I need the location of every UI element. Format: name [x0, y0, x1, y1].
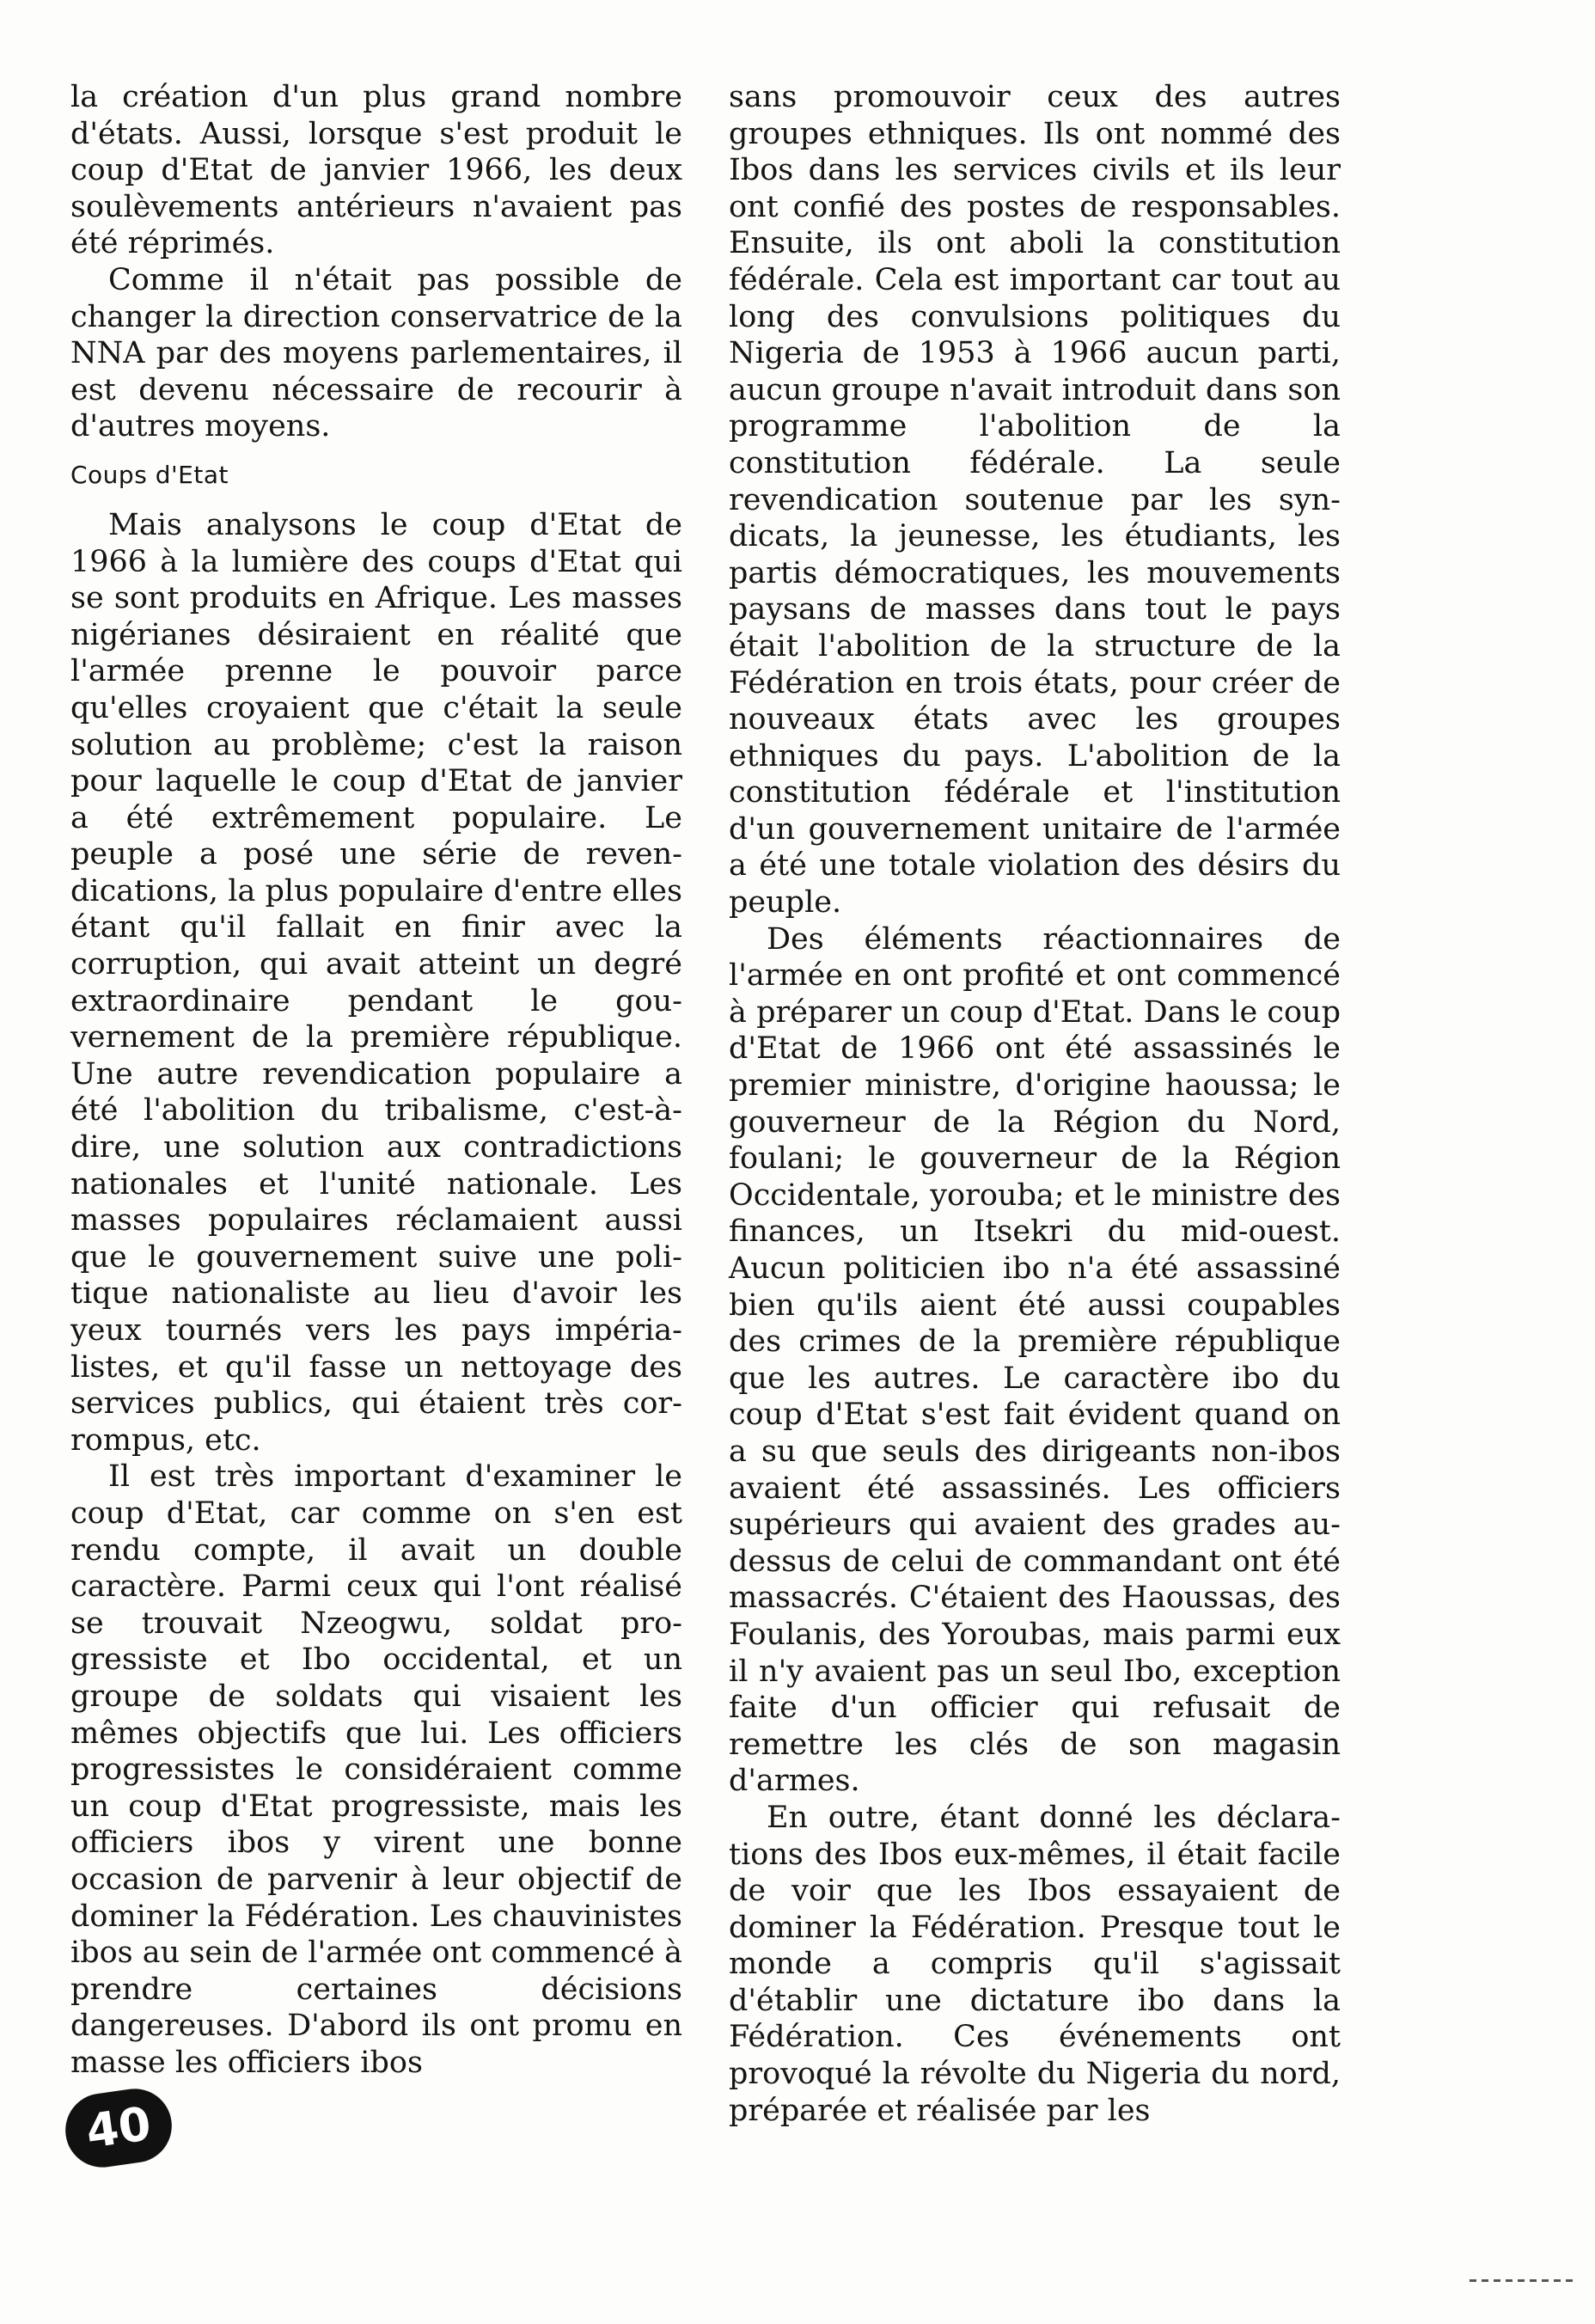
- section-heading: Coups d'Etat: [70, 460, 229, 489]
- paragraph: Comme il n'était pas possible de changer la direction conservatrice de la NNA par des moyens parlementaires, il est devenu nécessaire de recourir à d'autres moyens.: [70, 262, 682, 444]
- paragraph: sans promouvoir ceux des autres groupes ethniques. Ils ont nommé des Ibos dans les services civils et ils leur ont confié des postes de responsables. Ensuite, ils ont aboli la constitution fédérale. Cela est important car tout au long des convulsions politiques du Nigeria de 1953 à 1966 aucun parti, aucun groupe n'avait introduit dans son programme l'abolition de la constitution fédérale. La seule revendication soutenue par les syndicats, la jeunesse, les étudiants, les partis démocratiques, les mouvements paysans de masses dans tout le pays était l'abolition de la structure de la Fédération en trois états, pour créer de nouveaux états avec les groupes ethniques du pays. L'abolition de la constitution fédérale et l'institution d'un gouvernement unitaire de l'armée a été une totale violation des désirs du peuple.: [729, 80, 1341, 920]
- right-column: [729, 79, 1341, 2129]
- paragraph: En outre, étant donné les déclarations des Ibos eux-mêmes, il était facile de voir que les Ibos essayaient de dominer la Fédération. Presque tout le monde a compris qu'il s'agissait d'établir une dictature ibo dans la Fédération. Ces événements ont provoqué la révolte du Nigeria du nord, préparée et réalisée par les: [729, 1800, 1341, 2128]
- page-number-badge: 40: [61, 2084, 177, 2172]
- paragraph: Mais analysons le coup d'Etat de 1966 à la lumière des coups d'Etat qui se sont produits en Afrique. Les masses nigérianes désiraient en réalité que l'armée prenne le pouvoir parce qu'elles croyaient que c'était la seule solution au problème; c'est la raison pour laquelle le coup d'Etat de janvier a été extrêmement populaire. Le peuple a posé une série de revendications, la plus populaire d'entre elles étant qu'il fallait en finir avec la corruption, qui avait atteint un degré extraordinaire pendant le gouvernement de la première république. Une autre revendication populaire a été l'abolition du tribalisme, c'est-à-dire, une solution aux contradictions nationales et l'unité nationale. Les masses populaires réclamaient aussi que le gouvernement suive une politique nationaliste au lieu d'avoir les yeux tournés vers les pays impérialistes, et qu'il fasse un nettoyage des services publics, qui étaient très corrompus, etc.: [70, 507, 682, 1458]
- paragraph: Il est très important d'examiner le coup d'Etat, car comme on s'en est rendu compte, il avait un double caractère. Parmi ceux qui l'ont réalisé se trouvait Nzeogwu, soldat progressiste et Ibo occidental, et un groupe de soldats qui visaient les mêmes objectifs que lui. Les officiers progressistes le considéraient comme un coup d'Etat progressiste, mais les officiers ibos y virent une bonne occasion de parvenir à leur objectif de dominer la Fédération. Les chauvinistes ibos au sein de l'armée ont commencé à prendre certaines décisions dangereuses. D'abord ils ont promu en masse les officiers ibos: [70, 1459, 682, 2080]
- paragraph: Des éléments réactionnaires de l'armée en ont profité et ont commencé à préparer un coup d'Etat. Dans le coup d'Etat de 1966 ont été assassinés le premier ministre, d'origine haoussa; le gouverneur de la Région du Nord, foulani; le gouverneur de la Région Occidentale, yorouba; et le ministre des finances, un Itsekri du mid-ouest. Aucun politicien ibo n'a été assassiné bien qu'ils aient été aussi coupables des crimes de la première république que les autres. Le caractère ibo du coup d'Etat s'est fait évident quand on a su que seuls des dirigeants non-ibos avaient été assassinés. Les officiers supérieurs qui avaient des grades au-dessus de celui de commandant ont été massacrés. C'étaient des Haoussas, des Foulanis, des Yoroubas, mais parmi eux il n'y avaient pas un seul Ibo, exception faite d'un officier qui refusait de remettre les clés de son magasin d'armes.: [729, 921, 1341, 1799]
- paragraph: la création d'un plus grand nombre d'états. Aussi, lorsque s'est produit le coup d'Etat de janvier 1966, les deux soulèvements antérieurs n'avaient pas été réprimés.: [70, 80, 682, 261]
- scan-mark: [1470, 2279, 1573, 2282]
- left-column: [70, 79, 682, 2081]
